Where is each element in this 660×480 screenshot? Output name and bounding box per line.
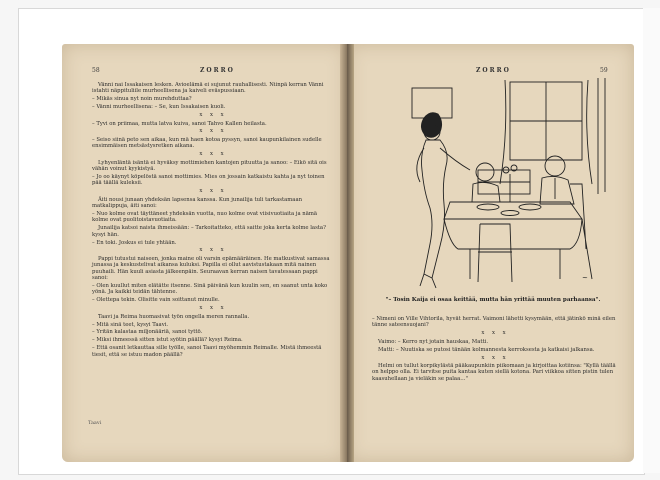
paragraph: Vaimo: – Kerro nyt jotain hauskaa, Matti. <box>378 338 489 345</box>
scan-margin <box>643 8 660 473</box>
left-page-number: 58 <box>92 67 100 74</box>
left-running-head: ZORRO <box>200 67 235 74</box>
cartoon-caption: "– Tosin Kaija ei osaa keittää, mutta hän yrittää muuten parhaansa". <box>385 297 601 303</box>
paragraph: – Olen kuullut miten elätätte itsenne. Sinä päivänä kun kuulin sen, en saanut unta koko yönä. Ja kaikki teidän tähtenne. <box>92 282 328 296</box>
left-text-column <box>92 82 334 360</box>
section-separator: x x x <box>199 188 227 195</box>
section-separator: x x x <box>199 128 227 135</box>
paragraph: – Mitä sinä teet, kysyi Taavi. <box>92 321 169 328</box>
paragraph: – Yritän kalastaa miljonääriä, sanoi tyttö. <box>92 329 203 336</box>
right-running-head: ZORRO <box>476 67 511 74</box>
paragraph: Taavi ja Reima huomasivat työn ongella meren rannalla. <box>98 313 250 320</box>
woman-body <box>422 140 448 278</box>
old-man-head <box>476 163 494 181</box>
paragraph: – Mikäs sinua nyt noin murehduttaa? <box>92 96 192 103</box>
front-chair <box>478 224 512 282</box>
paragraph: – Tyvi on priimaa, mutta latva kuiva, sanoi Tahvo Kallen heilasta. <box>92 120 267 127</box>
book-gutter <box>340 44 354 462</box>
paragraph: – Olettepa tekin. Olisitte vain soittanut minulle. <box>92 297 220 304</box>
section-separator: x x x <box>481 354 509 361</box>
paragraph: – Miksi ihmeessä sitten istut syötin päällä? kysyi Reima. <box>92 337 243 344</box>
paragraph: Pappi tutustui naiseen, jonka maine oli varsin epämääräinen. He matkustivat samassa junassa ja keskustelivat aikansa kuluksi. Papilla ei ollut aavistustakaan mitä nainen puuhaili. Hän kuuli asiasta jälkeenpäin. Seuraavan kerran naisen tavatessaan pappi sanoi: <box>92 255 330 282</box>
paragraph: Lyhyenläntä isäntä ei hyväksy mottimiehen kantojen pituutta ja sanoo: – Eikö sitä ois vähän voinut kyykistyä. <box>92 159 327 172</box>
paragraph: Äiti nousi junaan yhdeksän lapsensa kanssa. Kun junailija tuli tarkastamaan matkalippuja, äiti sanoi: <box>92 196 303 209</box>
paragraph: Vänni nai Issakaisen lesken. Avioelämä ei sujunut rauhallisesti. Niinpä kerran Vänni istahti näppituliile murheellisena ja kaiveli eväspussiaan. <box>92 82 324 95</box>
paragraph: Helmi on tullut korpikylästä pääkaupunkiin piikomaan ja kirjoittaa kotiinsa: "Kyllä täällä on helppo olla. Ei tarvitse puita kantaa kuten siellä kotona. Pari viikkoa sitten pistin tulen kaasuhellaan ja vieläkin se palaa…" <box>372 362 616 382</box>
paragraph: – Vänni murheellisena: – Se, kun Issakaisen kuoli. <box>92 104 226 111</box>
section-separator: x x x <box>199 305 227 312</box>
paragraph: – Nuo kolme ovat täyttäneet yhdeksän vuotta, nuo kolme ovat viisivuotiaita ja nämä kolme ovat puolitoistavuotiaita. <box>92 210 318 224</box>
paragraph: – En toki. Joskus ei tule yhtään. <box>92 239 177 246</box>
paragraph: – Seiso siinä peto sen aikaa, kun mä haen kotoa pyssyn, sanoi kaupunkilainen sudelle ensimmäisen metsästysretken aikana. <box>92 136 322 150</box>
section-separator: x x x <box>481 330 509 337</box>
right-page-number: 59 <box>600 67 608 74</box>
paragraph: – Jo oo käynyt köpelöstä sanoi mottimies. Mies on jossain katkaistu kahta ja nyt toinen pää täällä kuleksii. <box>92 173 325 187</box>
section-separator: x x x <box>199 247 227 254</box>
right-text-column <box>372 316 618 384</box>
paragraph: – Nimeni on Ville Vihtorila, hyvät herrat. Vaimoni lähetti kysymään, että jätinkö minä eilen tänne sateensuojani? <box>372 316 616 329</box>
paragraph: – Että osanit letkauttaa sille työlle, sanoi Taavi myöhemmin Reimalle. Mistä ihmeestä tiesit, että se istuu madon päällä? <box>92 345 322 358</box>
paragraph: Junailija katsoi naista ihmeissään: – Tarkoitatteko, että saitte joka kerta kolme lasta? kysyi hän. <box>92 225 326 238</box>
man-head <box>545 156 565 176</box>
handwritten-note: Taavi <box>88 420 102 426</box>
section-separator: x x x <box>199 112 227 119</box>
section-separator: x x x <box>199 151 227 158</box>
paragraph: Matti: – Nuutiska se putosi tänään kolmannesta kerroksesta ja katkaisi jalkansa. <box>378 346 595 353</box>
cartoon-illustration <box>360 74 625 294</box>
artist-signature: ~ <box>582 274 588 282</box>
